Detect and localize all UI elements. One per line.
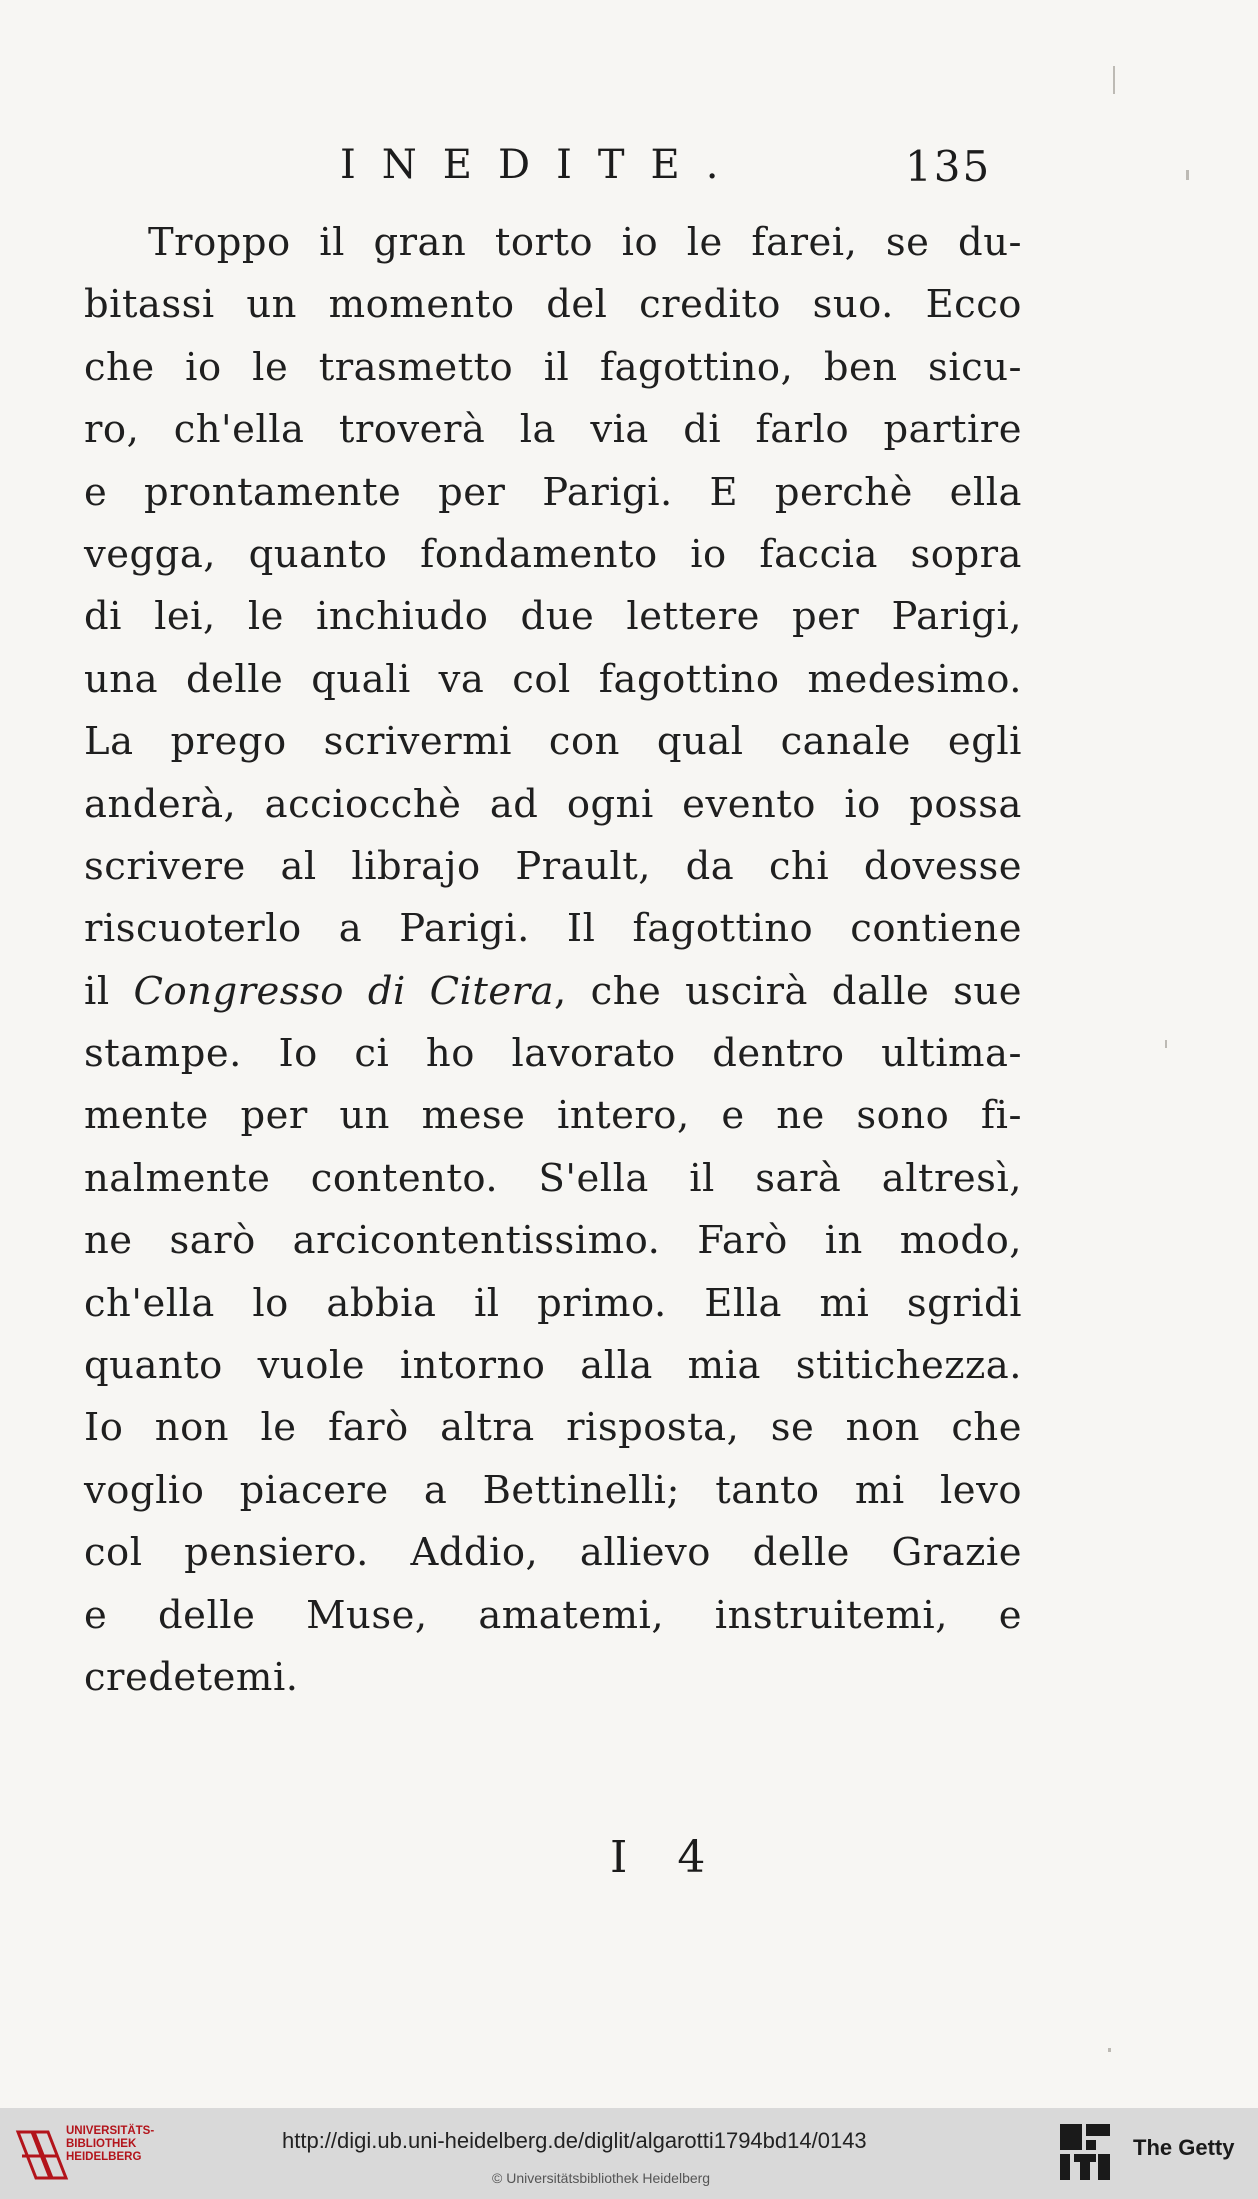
text-line: e delle Muse, amatemi, instruitemi, e [84, 1592, 1022, 1638]
running-title: INEDITE. [340, 142, 745, 188]
letter-text [84, 212, 1022, 1709]
library-name-line: UNIVERSITÄTS- [66, 2125, 155, 2137]
text-fragment: il [84, 968, 110, 1014]
text-line: riscuoterlo a Parigi. Il fagottino contiene [84, 906, 1022, 952]
page-number: 135 [905, 142, 992, 191]
text-line: Io non le farò altra risposta, se non che [84, 1405, 1022, 1451]
text-line-with-title [84, 961, 1022, 1023]
text-line: quanto vuole intorno alla mia stitichezza. [84, 1343, 1022, 1389]
text-line: mente per un mese intero, e ne sono fi- [84, 1093, 1022, 1139]
text-line: che io le trasmetto il fagottino, ben sicu- [84, 344, 1022, 390]
library-name-line: BIBLIOTHEK [66, 2138, 137, 2150]
text-line: col pensiero. Addio, allievo delle Grazie [84, 1530, 1022, 1576]
text-line: La prego scrivermi con qual canale egli [84, 719, 1022, 765]
text-line: ro, ch'ella troverà la via di farlo partire [84, 407, 1022, 453]
paper-speck [1113, 66, 1115, 94]
copyright-notice: © Universitätsbibliothek Heidelberg [492, 2170, 711, 2186]
text-line: voglio piacere a Bettinelli; tanto mi levo [84, 1467, 1022, 1513]
text-line: e prontamente per Parigi. E perchè ella [84, 469, 1022, 515]
paper-speck [1108, 2048, 1111, 2052]
getty-logo-icon[interactable] [1058, 2122, 1114, 2184]
text-line: vegga, quanto fondamento io faccia sopra [84, 531, 1022, 577]
permalink-url[interactable]: http://digi.ub.uni-heidelberg.de/diglit/algarotti1794bd14/0143 [282, 2128, 867, 2153]
text-line: bitassi un momento del credito suo. Ecco [84, 282, 1022, 328]
page-header [0, 142, 1258, 190]
text-line: scrivere al librajo Prault, da chi dovesse [84, 843, 1022, 889]
text-line: Troppo il gran torto io le farei, se du- [148, 220, 1022, 265]
text-line: di lei, le inchiudo due lettere per Parigi, [84, 594, 1022, 640]
text-line: una delle quali va col fagottino medesimo. [84, 656, 1022, 702]
text-line: nalmente contento. S'ella il sarà altresì, [84, 1155, 1022, 1201]
text-line: stampe. Io ci ho lavorato dentro ultima- [84, 1031, 1022, 1077]
text-fragment: , che uscirà dalle sue [554, 968, 1023, 1014]
signature-mark: I 4 [610, 1832, 724, 1883]
viewer-footer [0, 2108, 1258, 2199]
text-line: credetemi. [84, 1654, 299, 1700]
paper-speck [1165, 1040, 1167, 1048]
text-line: anderà, acciocchè ad ogni evento io possa [84, 781, 1022, 827]
text-line: ch'ella lo abbia il primo. Ella mi sgridi [84, 1280, 1022, 1326]
text-line: ne sarò arcicontentissimo. Farò in modo, [84, 1218, 1022, 1264]
partner-name: The Getty [1133, 2135, 1235, 2160]
library-name-line: HEIDELBERG [66, 2151, 142, 2163]
library-name [66, 2125, 154, 2164]
work-title: Congresso di Citera [133, 968, 555, 1014]
